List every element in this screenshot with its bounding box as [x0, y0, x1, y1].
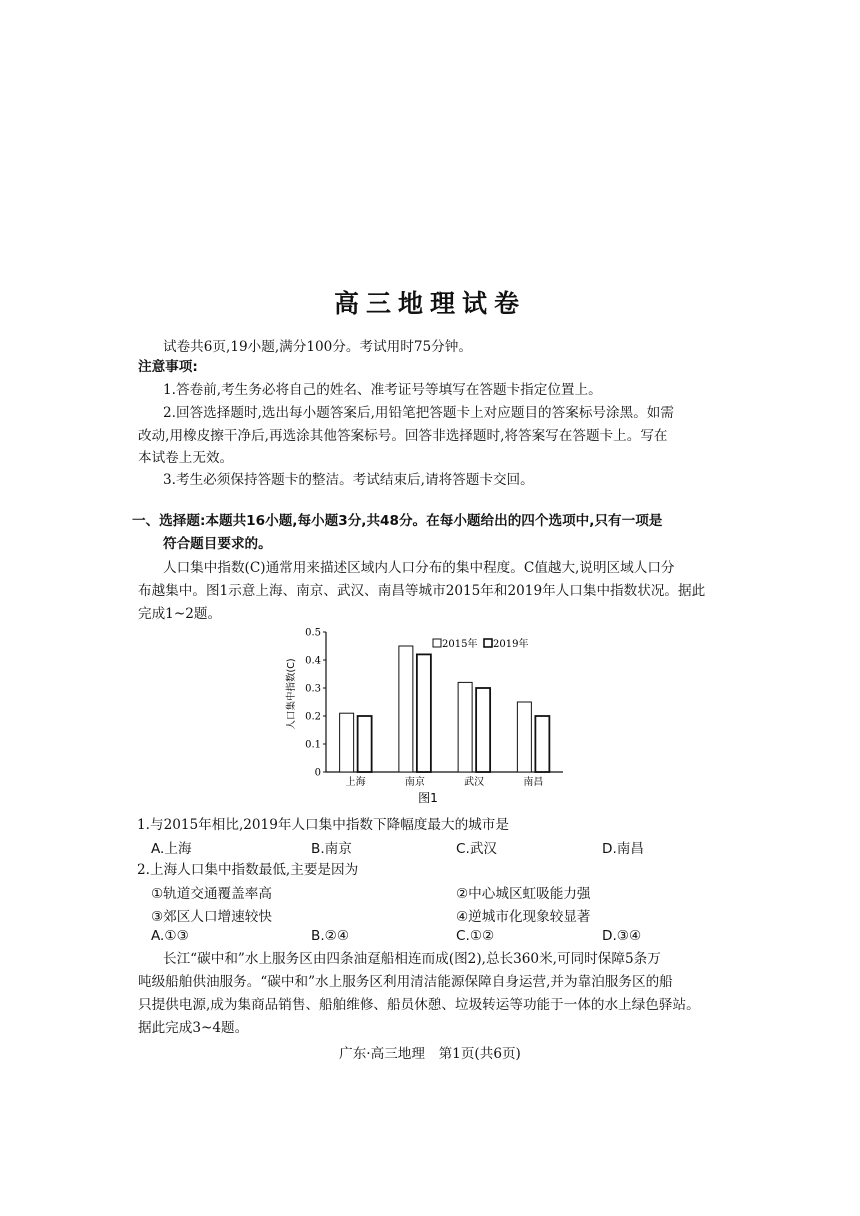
q1-option-c: C.武汉 [456, 841, 498, 857]
note-2-line-1: 2.回答选择题时,选出每小题答案后,用铅笔把答题卡上对应题目的答案标号涂黑。如需 [163, 405, 674, 421]
q2-statement-2: ②中心城区虹吸能力强 [456, 886, 591, 902]
section-heading-line-1: 一、选择题:本题共16小题,每小题3分,共48分。在每小题给出的四个选项中,只有一项是 [132, 513, 663, 529]
page-footer: 广东·高三地理 第1页(共6页) [339, 1046, 521, 1062]
question-2-stem: 2.上海人口集中指数最低,主要是因为 [137, 862, 359, 878]
x-category-label: 南昌 [523, 777, 544, 788]
exam-intro: 试卷共6页,19小题,满分100分。考试用时75分钟。 [163, 339, 472, 355]
material-2-line-4: 据此完成3~4题。 [138, 1020, 249, 1036]
material-1-line-3: 完成1~2题。 [138, 606, 222, 622]
bar-2019年-武汉 [476, 688, 490, 772]
x-category-label: 南京 [404, 777, 425, 788]
bar-2019年-南昌 [535, 716, 549, 772]
note-2-line-2: 改动,用橡皮擦干净后,再选涂其他答案标号。回答非选择题时,将答案写在答题卡上。写在 [138, 428, 668, 444]
notes-heading: 注意事项: [138, 359, 198, 375]
bar-2015年-上海 [340, 713, 354, 772]
q2-option-a: A.①③ [151, 928, 189, 944]
page-title: 高三地理试卷 [333, 289, 526, 318]
bar-2015年-南昌 [517, 702, 531, 772]
q1-option-b: B.南京 [311, 841, 352, 857]
y-tick-label: 0.2 [305, 711, 321, 723]
y-tick-label: 0.5 [305, 627, 321, 639]
y-tick-label: 0.4 [305, 655, 321, 667]
q2-statement-1: ①轨道交通覆盖率高 [151, 886, 272, 902]
material-1-line-2: 布越集中。图1示意上海、南京、武汉、南昌等城市2015年和2019年人口集中指数状况。据此 [138, 583, 706, 599]
y-tick-label: 0.3 [305, 683, 321, 695]
material-2-line-3: 只提供电源,成为集商品销售、船舶维修、船员休憩、垃圾转运等功能于一体的水上绿色驿站。 [138, 997, 700, 1013]
q2-option-c: C.①② [456, 928, 495, 944]
q2-option-d: D.③④ [602, 928, 642, 944]
note-2-line-3: 本试卷上无效。 [138, 450, 234, 466]
note-3: 3.考生必须保持答题卡的整洁。考试结束后,请将答题卡交回。 [163, 472, 534, 488]
material-2-line-1: 长江“碳中和”水上服务区由四条油趸船相连而成(图2),总长360米,可同时保障5条万 [163, 951, 661, 967]
legend-label-2015: 2015年 [442, 639, 478, 650]
population-index-chart [280, 622, 580, 812]
question-1-stem: 1.与2015年相比,2019年人口集中指数下降幅度最大的城市是 [137, 817, 509, 833]
y-tick-label: 0 [314, 767, 321, 779]
y-axis-title: 人口集中指数(C) [286, 658, 297, 730]
bar-2015年-南京 [399, 646, 413, 772]
bar-2015年-武汉 [458, 682, 472, 772]
bar-2019年-南京 [417, 654, 431, 772]
y-tick-label: 0.1 [305, 739, 321, 751]
q1-option-d: D.南昌 [602, 841, 644, 857]
x-category-label: 上海 [345, 777, 366, 788]
bar-2019年-上海 [358, 716, 372, 772]
q2-statement-4: ④逆城市化现象较显著 [456, 909, 591, 925]
material-2-line-2: 吨级船舶供油服务。“碳中和”水上服务区利用清洁能源保障自身运营,并为靠泊服务区的船 [138, 974, 673, 990]
legend-label-2019: 2019年 [493, 639, 529, 650]
note-1: 1.答卷前,考生务必将自己的姓名、准考证号等填写在答题卡指定位置上。 [163, 382, 602, 398]
legend-swatch-2015 [433, 639, 441, 647]
q1-option-a: A.上海 [151, 841, 192, 857]
material-1-line-1: 人口集中指数(C)通常用来描述区域内人口分布的集中程度。C值越大,说明区域人口分 [163, 560, 675, 576]
q2-statement-3: ③郊区人口增速较快 [151, 909, 272, 925]
section-heading-line-2: 符合题目要求的。 [163, 536, 272, 552]
figure-caption: 图1 [418, 791, 438, 805]
x-category-label: 武汉 [464, 777, 485, 788]
q2-option-b: B.②④ [311, 928, 350, 944]
legend-swatch-2019 [484, 639, 492, 647]
